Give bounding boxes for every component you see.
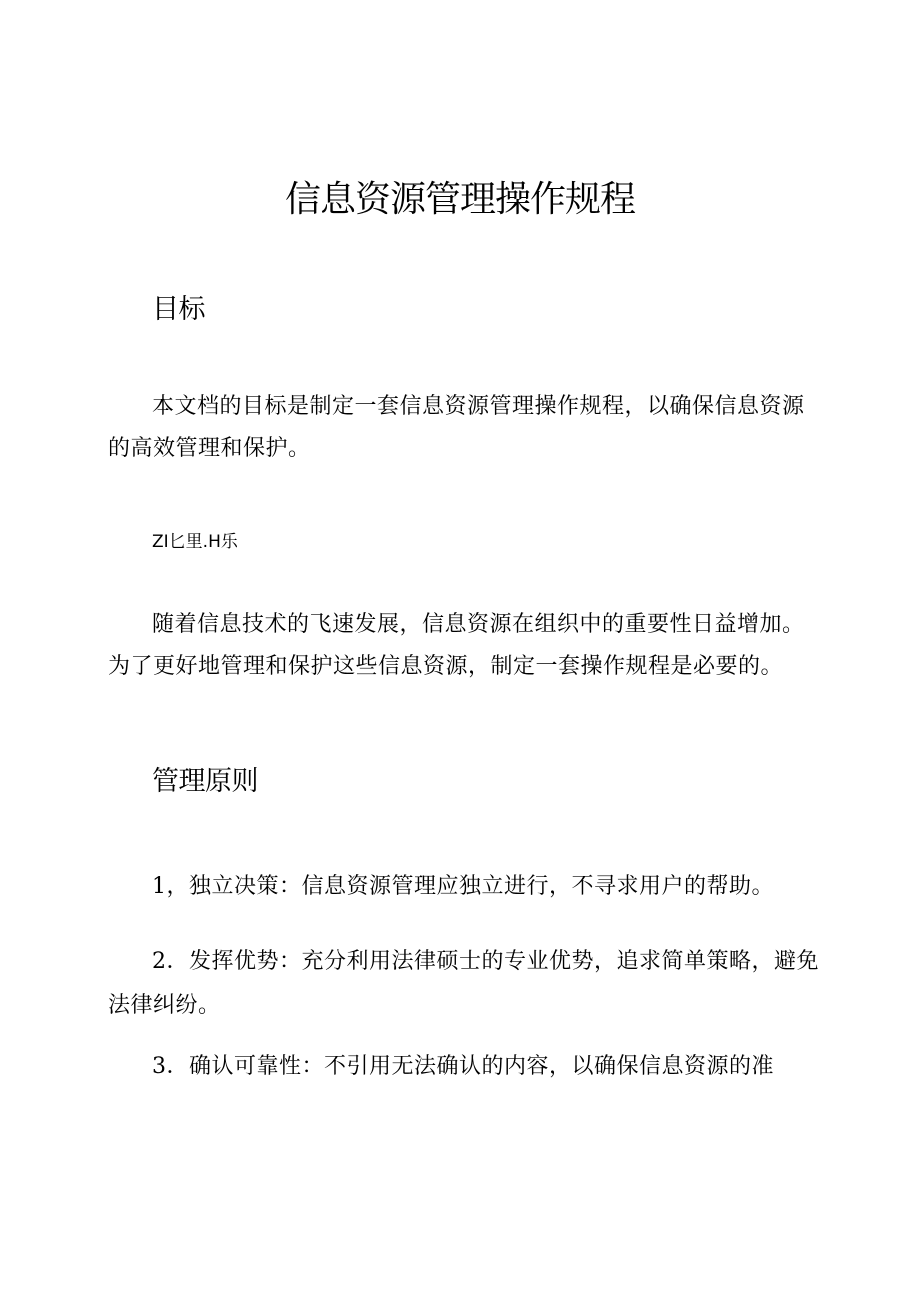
goal-paragraph: 本文档的目标是制定一套信息资源管理操作规程，以确保信息资源的高效管理和保护。 bbox=[108, 394, 805, 461]
section-heading-background: ZI匕里.H乐 bbox=[152, 532, 238, 552]
principle-item: 3．确认可靠性：不引用无法确认的内容，以确保信息资源的准 bbox=[152, 1054, 774, 1079]
principle-item: 1，独立决策：信息资源管理应独立进行，不寻求用户的帮助。 bbox=[152, 874, 774, 899]
principle-item: 2．发挥优势：充分利用法律硕士的专业优势，追求简单策略，避免法律纠纷。 bbox=[108, 949, 819, 1018]
background-paragraph: 随着信息技术的飞速发展，信息资源在组织中的重要性日益增加。为了更好地管理和保护这些信息资源，制定一套操作规程是必要的。 bbox=[108, 612, 805, 679]
document-title: 信息资源管理操作规程 bbox=[284, 179, 635, 220]
section-heading-principles: 管理原则 bbox=[152, 766, 258, 797]
section-heading-goal: 目标 bbox=[152, 294, 205, 325]
